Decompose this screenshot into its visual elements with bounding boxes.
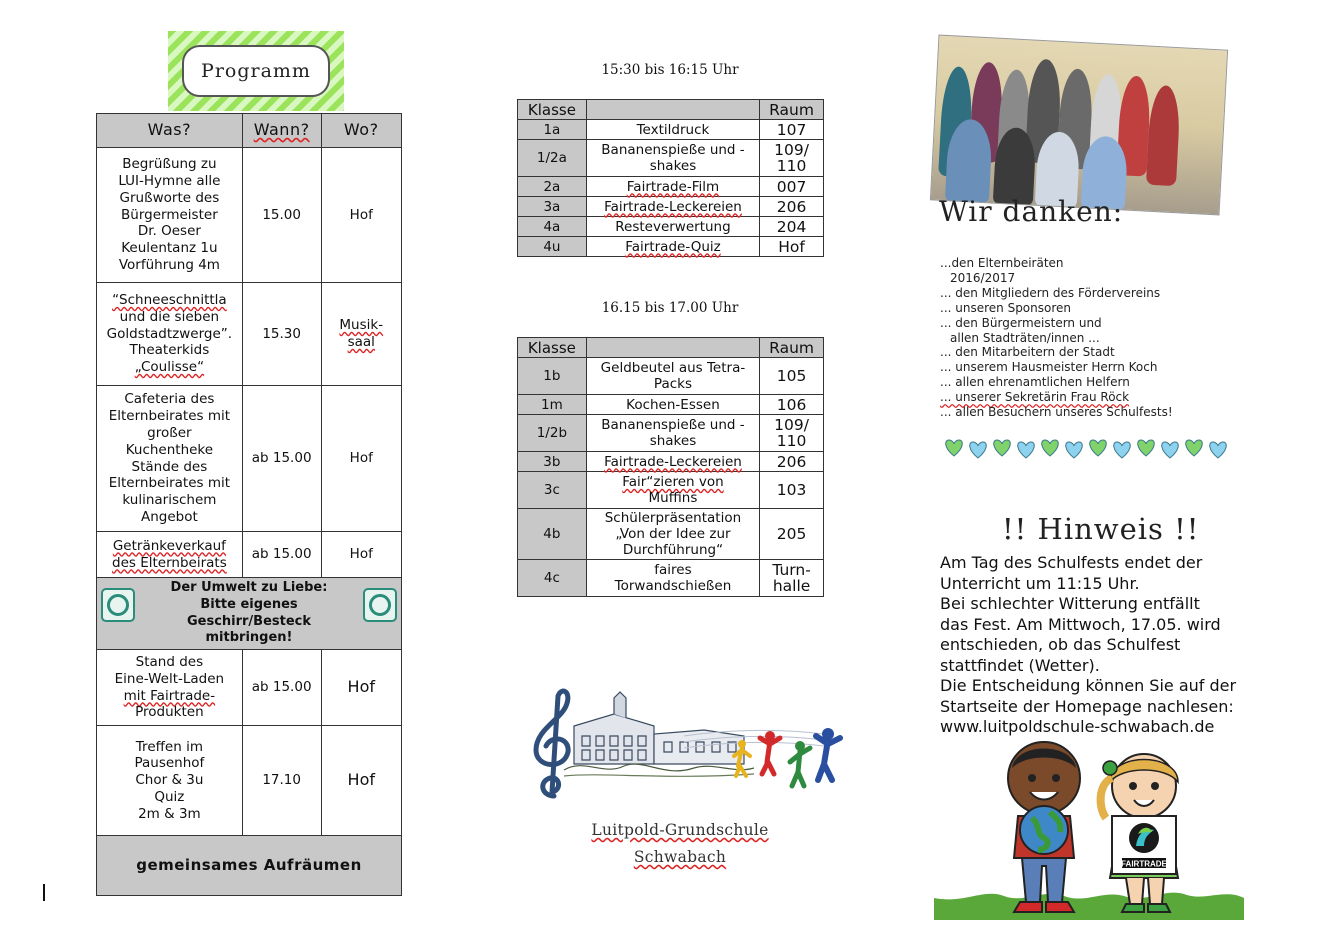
- row-was: Begrüßung zu LUI-Hymne alle Grußworte des Bürgermeister Dr. Oeser Keulentanz 1u Vorführung 4m: [97, 148, 243, 283]
- schedule-row: 1m Kochen-Essen 106: [518, 395, 824, 415]
- schedule-table-2: [517, 337, 824, 597]
- school-name-line2: Schwabach: [633, 848, 727, 866]
- header-wann: Wann?: [242, 114, 321, 148]
- row-wann: ab 15.00: [242, 532, 321, 578]
- program-row-eine-welt: [97, 650, 402, 726]
- heart-icon: [946, 440, 963, 456]
- program-table: [96, 113, 402, 896]
- grass-icon: [934, 893, 1244, 920]
- plate-cutlery-icon: [101, 588, 135, 622]
- programm-title: Programm: [182, 45, 330, 97]
- row-wann: ab 15.00: [242, 650, 321, 726]
- school-name-line1: Luitpold-Grundschule: [591, 821, 769, 839]
- heart-icon: [970, 442, 987, 458]
- heart-icon: [1114, 442, 1131, 458]
- hinweis-text: Am Tag des Schulfests endet der Unterricht um 11:15 Uhr. Bei schlechter Witterung entfällt das Fest. Am Mittwoch, 17.05. wird entschieden, ob das Schulfest stattfindet (Wetter). Die Entscheidung können Sie auf der Startseite der Homepage nachlesen: www.luitpoldschule-schwabach.de: [940, 553, 1280, 738]
- row-was: “Schneeschnittla und die sieben Goldstadtzwerge”. Theaterkids „Coulisse“: [97, 283, 243, 386]
- schedule-row: 4c faires Torwandschießen Turn- halle: [518, 560, 824, 597]
- program-row-cafeteria: [97, 386, 402, 532]
- header-wo: Wo?: [321, 114, 401, 148]
- heart-icon: [1018, 442, 1035, 458]
- programm-banner: [168, 31, 344, 111]
- header-klasse: Klasse: [518, 100, 587, 120]
- row-wo: Hof: [321, 650, 401, 726]
- schedule-row: 2a Fairtrade-Film 007: [518, 177, 824, 197]
- heart-icon: [1162, 442, 1179, 458]
- schedule-table-1: [517, 99, 824, 257]
- row-wo: Hof: [321, 148, 401, 283]
- row-wo: Musik- saal: [321, 283, 401, 386]
- schedule-row: 3a Fairtrade-Leckereien 206: [518, 197, 824, 217]
- girl-icon: [1101, 754, 1178, 912]
- schedule-row: 4u Fairtrade-Quiz Hof: [518, 237, 824, 257]
- school-logo: [524, 686, 844, 806]
- header-activity: [586, 100, 759, 120]
- header-klasse: Klasse: [518, 338, 587, 358]
- heart-icon: [1066, 442, 1083, 458]
- school-building-icon: [564, 692, 754, 776]
- row-wann: 17.10: [242, 726, 321, 836]
- row-wo: Hof: [321, 532, 401, 578]
- schedule-header: [518, 100, 824, 120]
- program-row-getraenke: [97, 532, 402, 578]
- schedule-row: 4b Schülerpräsentation „Von der Idee zur Durchführung“ 205: [518, 509, 824, 560]
- hinweis-title: !! Hinweis !!: [1002, 512, 1200, 546]
- heart-icon: [1090, 440, 1107, 456]
- row-wo: Hof: [321, 726, 401, 836]
- schedule-row: 1b Geldbeutel aus Tetra- Packs 105: [518, 358, 824, 395]
- time-slot-2: 16.15 bis 17.00 Uhr: [601, 300, 739, 316]
- header-raum: Raum: [760, 100, 824, 120]
- schedule-row: 1/2a Bananenspieße und - shakes 109/ 110: [518, 140, 824, 177]
- aufraeumen-note: gemeinsames Aufräumen: [97, 836, 402, 896]
- homepage-link[interactable]: www.luitpoldschule-schwabach.de: [940, 717, 1215, 736]
- header-activity: [586, 338, 759, 358]
- schedule-row: 1/2b Bananenspieße und - shakes 109/ 110: [518, 415, 824, 452]
- boy-icon: [1008, 742, 1080, 912]
- heart-icon: [1138, 440, 1155, 456]
- umwelt-row: [97, 578, 402, 650]
- hearts-row: [940, 436, 1230, 462]
- row-was: Cafeteria des Elternbeirates mit großer Kuchentheke Stände des Elternbeirates mit kulinarischem Angebot: [97, 386, 243, 532]
- row-wann: ab 15.00: [242, 386, 321, 532]
- program-row-treffen: [97, 726, 402, 836]
- treble-clef-icon: [536, 691, 568, 796]
- row-wann: 15.00: [242, 148, 321, 283]
- plate-cutlery-icon: [363, 588, 397, 622]
- schedule-row: 1a Textildruck 107: [518, 120, 824, 140]
- row-was: Treffen im Pausenhof Chor & 3u Quiz 2m & 3m: [97, 726, 243, 836]
- row-was: Getränkeverkauf des Elternbeirats: [97, 532, 243, 578]
- row-wo: Hof: [321, 386, 401, 532]
- header-raum: Raum: [760, 338, 824, 358]
- schedule-row: 4a Resteverwertung 204: [518, 217, 824, 237]
- schedule-header: [518, 338, 824, 358]
- kids-illustration: [934, 738, 1244, 920]
- heart-icon: [1042, 440, 1059, 456]
- danken-title: Wir danken:: [939, 195, 1124, 228]
- fairtrade-label: FAIRTRADE: [1121, 859, 1167, 869]
- row-wann: 15.30: [242, 283, 321, 386]
- umwelt-note: Der Umwelt zu Liebe: Bitte eigenes Geschirr/Besteck mitbringen!: [97, 578, 402, 650]
- row-was: Stand des Eine-Welt-Laden mit Fairtrade- Produkten: [97, 650, 243, 726]
- program-row-begruessung: [97, 148, 402, 283]
- heart-icon: [1210, 442, 1227, 458]
- final-row: [97, 836, 402, 896]
- time-slot-1: 15:30 bis 16:15 Uhr: [601, 62, 739, 78]
- team-photo: [930, 35, 1228, 216]
- schedule-row: 3c Fair“zieren von Muffins 103: [518, 472, 824, 509]
- heart-icon: [994, 440, 1011, 456]
- heart-icon: [1186, 440, 1203, 456]
- schedule-row: 3b Fairtrade-Leckereien 206: [518, 452, 824, 472]
- header-was: Was?: [97, 114, 243, 148]
- program-header-row: [97, 114, 402, 148]
- text-cursor: [43, 884, 45, 901]
- danken-list: ...den Elternbeiräten 2016/2017 ... den Mitgliedern des Fördervereins ... unseren Sponsoren ... den Bürgermeistern und allen Stadträten/innen ... ... den Mitarbeitern der Stadt ... unserem Hausmeister Herrn Koch ... allen ehrenamtlichen Helfern ... unserer Sekretärin Frau Röck ... allen Besuchern unseres Schulfests!: [940, 256, 1173, 420]
- program-row-theater: [97, 283, 402, 386]
